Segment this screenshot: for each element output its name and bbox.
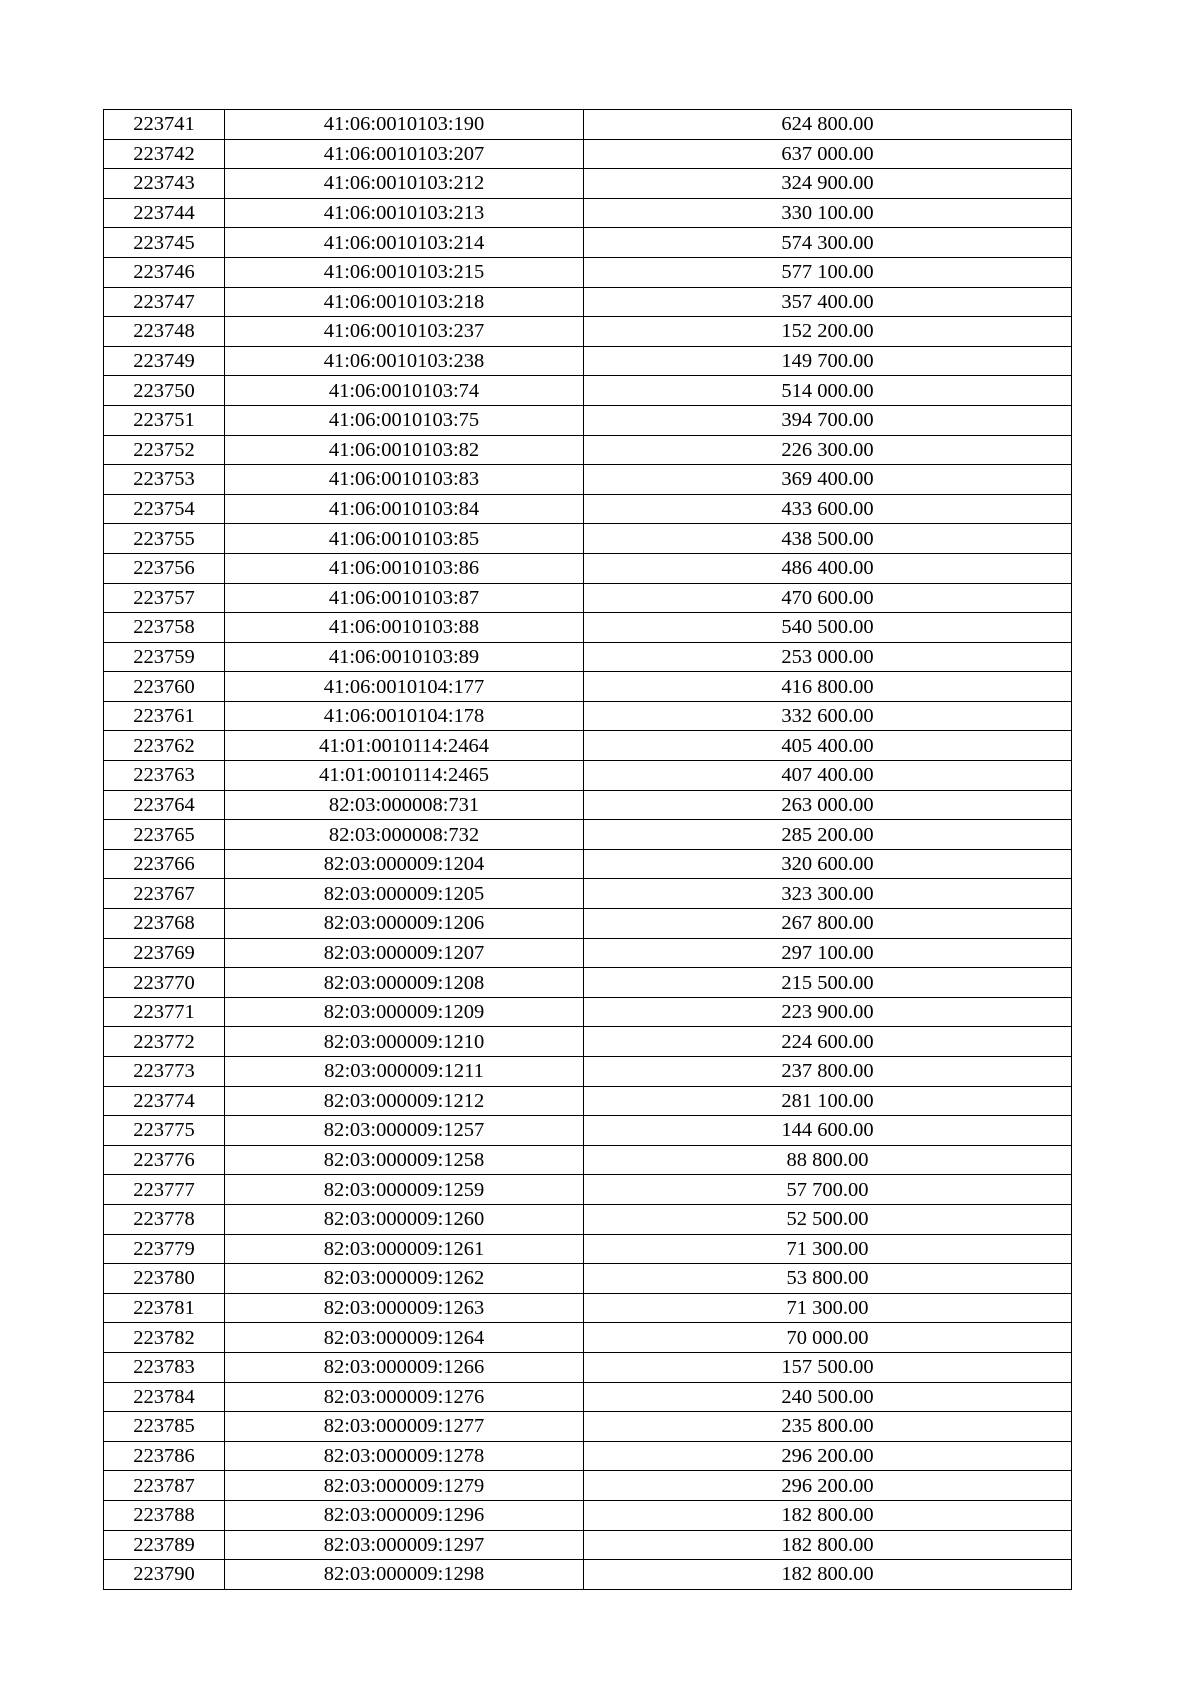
row-number-cell: 223768	[104, 909, 225, 939]
row-number-cell: 223750	[104, 376, 225, 406]
row-number-cell: 223779	[104, 1234, 225, 1264]
table-row	[104, 613, 1072, 643]
row-number-cell: 223754	[104, 494, 225, 524]
row-number-cell: 223762	[104, 731, 225, 761]
cadastral-number-cell: 41:06:0010103:85	[225, 524, 584, 554]
table-row	[104, 405, 1072, 435]
cadastral-number-cell: 41:06:0010103:212	[225, 169, 584, 199]
value-cell: 330 100.00	[584, 198, 1072, 228]
cadastral-number-cell: 41:06:0010103:237	[225, 317, 584, 347]
row-number-cell: 223780	[104, 1264, 225, 1294]
cadastral-number-cell: 41:06:0010103:213	[225, 198, 584, 228]
row-number-cell: 223744	[104, 198, 225, 228]
table-row	[104, 198, 1072, 228]
table-row	[104, 169, 1072, 199]
value-cell: 226 300.00	[584, 435, 1072, 465]
cadastral-number-cell: 41:06:0010103:82	[225, 435, 584, 465]
table-row	[104, 494, 1072, 524]
cadastral-number-cell: 41:06:0010103:238	[225, 346, 584, 376]
row-number-cell: 223771	[104, 997, 225, 1027]
table-row	[104, 1471, 1072, 1501]
value-cell: 574 300.00	[584, 228, 1072, 258]
row-number-cell: 223763	[104, 761, 225, 791]
value-cell: 332 600.00	[584, 701, 1072, 731]
table-row	[104, 968, 1072, 998]
cadastral-number-cell: 82:03:000009:1263	[225, 1293, 584, 1323]
row-number-cell: 223788	[104, 1500, 225, 1530]
table-row	[104, 1086, 1072, 1116]
value-cell: 224 600.00	[584, 1027, 1072, 1057]
value-cell: 267 800.00	[584, 909, 1072, 939]
value-cell: 152 200.00	[584, 317, 1072, 347]
value-cell: 71 300.00	[584, 1293, 1072, 1323]
cadastral-number-cell: 82:03:000009:1260	[225, 1204, 584, 1234]
cadastral-number-cell: 82:03:000009:1206	[225, 909, 584, 939]
table-row	[104, 553, 1072, 583]
table-row	[104, 1382, 1072, 1412]
cadastral-number-cell: 41:06:0010103:215	[225, 257, 584, 287]
table-row	[104, 820, 1072, 850]
cadastral-number-cell: 82:03:000009:1208	[225, 968, 584, 998]
value-cell: 182 800.00	[584, 1500, 1072, 1530]
row-number-cell: 223781	[104, 1293, 225, 1323]
value-cell: 240 500.00	[584, 1382, 1072, 1412]
value-cell: 486 400.00	[584, 553, 1072, 583]
value-cell: 369 400.00	[584, 465, 1072, 495]
table-row	[104, 938, 1072, 968]
row-number-cell: 223756	[104, 553, 225, 583]
table-row	[104, 701, 1072, 731]
value-cell: 223 900.00	[584, 997, 1072, 1027]
cadastral-number-cell: 41:06:0010103:84	[225, 494, 584, 524]
table-row	[104, 1264, 1072, 1294]
row-number-cell: 223785	[104, 1412, 225, 1442]
value-cell: 237 800.00	[584, 1057, 1072, 1087]
row-number-cell: 223767	[104, 879, 225, 909]
row-number-cell: 223789	[104, 1530, 225, 1560]
table-row	[104, 1057, 1072, 1087]
table-row	[104, 110, 1072, 140]
cadastral-number-cell: 82:03:000009:1257	[225, 1116, 584, 1146]
table-row	[104, 997, 1072, 1027]
cadastral-number-cell: 82:03:000009:1296	[225, 1500, 584, 1530]
value-cell: 514 000.00	[584, 376, 1072, 406]
table-row	[104, 1204, 1072, 1234]
value-cell: 52 500.00	[584, 1204, 1072, 1234]
table-row	[104, 1145, 1072, 1175]
cadastral-number-cell: 82:03:000009:1258	[225, 1145, 584, 1175]
row-number-cell: 223773	[104, 1057, 225, 1087]
row-number-cell: 223784	[104, 1382, 225, 1412]
row-number-cell: 223751	[104, 405, 225, 435]
value-cell: 215 500.00	[584, 968, 1072, 998]
value-cell: 405 400.00	[584, 731, 1072, 761]
cadastral-number-cell: 82:03:000009:1298	[225, 1560, 584, 1590]
cadastral-number-cell: 82:03:000008:731	[225, 790, 584, 820]
cadastral-number-cell: 41:06:0010103:86	[225, 553, 584, 583]
cadastral-number-cell: 82:03:000009:1261	[225, 1234, 584, 1264]
value-cell: 296 200.00	[584, 1441, 1072, 1471]
cadastral-number-cell: 41:06:0010104:177	[225, 672, 584, 702]
table-row	[104, 1352, 1072, 1382]
row-number-cell: 223772	[104, 1027, 225, 1057]
table-row	[104, 642, 1072, 672]
table-row	[104, 1500, 1072, 1530]
row-number-cell: 223782	[104, 1323, 225, 1353]
value-cell: 57 700.00	[584, 1175, 1072, 1205]
cadastral-value-table	[103, 109, 1072, 1590]
table-row	[104, 1530, 1072, 1560]
cadastral-number-cell: 82:03:000009:1259	[225, 1175, 584, 1205]
row-number-cell: 223742	[104, 139, 225, 169]
value-cell: 285 200.00	[584, 820, 1072, 850]
value-cell: 263 000.00	[584, 790, 1072, 820]
value-cell: 70 000.00	[584, 1323, 1072, 1353]
table-row	[104, 672, 1072, 702]
cadastral-number-cell: 82:03:000009:1279	[225, 1471, 584, 1501]
table-row	[104, 1293, 1072, 1323]
cadastral-number-cell: 41:06:0010103:218	[225, 287, 584, 317]
value-cell: 296 200.00	[584, 1471, 1072, 1501]
row-number-cell: 223752	[104, 435, 225, 465]
value-cell: 297 100.00	[584, 938, 1072, 968]
row-number-cell: 223745	[104, 228, 225, 258]
table-row	[104, 346, 1072, 376]
cadastral-number-cell: 82:03:000008:732	[225, 820, 584, 850]
cadastral-number-cell: 82:03:000009:1264	[225, 1323, 584, 1353]
cadastral-number-cell: 41:06:0010103:87	[225, 583, 584, 613]
row-number-cell: 223775	[104, 1116, 225, 1146]
cadastral-number-cell: 41:06:0010103:88	[225, 613, 584, 643]
cadastral-number-cell: 41:06:0010103:89	[225, 642, 584, 672]
value-cell: 324 900.00	[584, 169, 1072, 199]
value-cell: 149 700.00	[584, 346, 1072, 376]
table-row	[104, 287, 1072, 317]
row-number-cell: 223774	[104, 1086, 225, 1116]
table-row	[104, 583, 1072, 613]
cadastral-number-cell: 41:06:0010104:178	[225, 701, 584, 731]
cadastral-number-cell: 82:03:000009:1262	[225, 1264, 584, 1294]
table-body	[104, 110, 1072, 1590]
cadastral-number-cell: 82:03:000009:1212	[225, 1086, 584, 1116]
value-cell: 157 500.00	[584, 1352, 1072, 1382]
row-number-cell: 223757	[104, 583, 225, 613]
row-number-cell: 223746	[104, 257, 225, 287]
table-row	[104, 1175, 1072, 1205]
cadastral-number-cell: 41:06:0010103:75	[225, 405, 584, 435]
table-row	[104, 790, 1072, 820]
table-row	[104, 139, 1072, 169]
row-number-cell: 223765	[104, 820, 225, 850]
row-number-cell: 223787	[104, 1471, 225, 1501]
value-cell: 253 000.00	[584, 642, 1072, 672]
cadastral-number-cell: 82:03:000009:1276	[225, 1382, 584, 1412]
value-cell: 182 800.00	[584, 1530, 1072, 1560]
cadastral-number-cell: 41:06:0010103:83	[225, 465, 584, 495]
row-number-cell: 223783	[104, 1352, 225, 1382]
table-row	[104, 376, 1072, 406]
cadastral-number-cell: 82:03:000009:1205	[225, 879, 584, 909]
row-number-cell: 223766	[104, 849, 225, 879]
value-cell: 540 500.00	[584, 613, 1072, 643]
table-row	[104, 257, 1072, 287]
table-row	[104, 1027, 1072, 1057]
row-number-cell: 223770	[104, 968, 225, 998]
value-cell: 637 000.00	[584, 139, 1072, 169]
row-number-cell: 223755	[104, 524, 225, 554]
value-cell: 281 100.00	[584, 1086, 1072, 1116]
table-row	[104, 1560, 1072, 1590]
table-row	[104, 909, 1072, 939]
value-cell: 71 300.00	[584, 1234, 1072, 1264]
table-row	[104, 317, 1072, 347]
table-row	[104, 1234, 1072, 1264]
table-row	[104, 1412, 1072, 1442]
table-row	[104, 1116, 1072, 1146]
value-cell: 624 800.00	[584, 110, 1072, 140]
value-cell: 144 600.00	[584, 1116, 1072, 1146]
cadastral-number-cell: 41:06:0010103:190	[225, 110, 584, 140]
value-cell: 577 100.00	[584, 257, 1072, 287]
value-cell: 438 500.00	[584, 524, 1072, 554]
row-number-cell: 223758	[104, 613, 225, 643]
table-row	[104, 879, 1072, 909]
value-cell: 470 600.00	[584, 583, 1072, 613]
cadastral-number-cell: 82:03:000009:1297	[225, 1530, 584, 1560]
table-row	[104, 849, 1072, 879]
row-number-cell: 223743	[104, 169, 225, 199]
cadastral-number-cell: 82:03:000009:1211	[225, 1057, 584, 1087]
cadastral-number-cell: 82:03:000009:1266	[225, 1352, 584, 1382]
value-cell: 323 300.00	[584, 879, 1072, 909]
table-row	[104, 435, 1072, 465]
cadastral-number-cell: 41:06:0010103:74	[225, 376, 584, 406]
row-number-cell: 223749	[104, 346, 225, 376]
value-cell: 320 600.00	[584, 849, 1072, 879]
value-cell: 394 700.00	[584, 405, 1072, 435]
row-number-cell: 223769	[104, 938, 225, 968]
table-row	[104, 731, 1072, 761]
cadastral-number-cell: 82:03:000009:1204	[225, 849, 584, 879]
cadastral-number-cell: 41:01:0010114:2465	[225, 761, 584, 791]
row-number-cell: 223748	[104, 317, 225, 347]
table-row	[104, 228, 1072, 258]
table-row	[104, 1323, 1072, 1353]
cadastral-number-cell: 82:03:000009:1210	[225, 1027, 584, 1057]
row-number-cell: 223747	[104, 287, 225, 317]
cadastral-number-cell: 41:06:0010103:207	[225, 139, 584, 169]
table-row	[104, 1441, 1072, 1471]
table-row	[104, 524, 1072, 554]
value-cell: 416 800.00	[584, 672, 1072, 702]
row-number-cell: 223761	[104, 701, 225, 731]
row-number-cell: 223778	[104, 1204, 225, 1234]
cadastral-number-cell: 41:06:0010103:214	[225, 228, 584, 258]
value-cell: 433 600.00	[584, 494, 1072, 524]
value-cell: 88 800.00	[584, 1145, 1072, 1175]
table-row	[104, 761, 1072, 791]
value-cell: 357 400.00	[584, 287, 1072, 317]
row-number-cell: 223764	[104, 790, 225, 820]
row-number-cell: 223753	[104, 465, 225, 495]
row-number-cell: 223776	[104, 1145, 225, 1175]
value-cell: 235 800.00	[584, 1412, 1072, 1442]
cadastral-number-cell: 82:03:000009:1209	[225, 997, 584, 1027]
cadastral-number-cell: 41:01:0010114:2464	[225, 731, 584, 761]
row-number-cell: 223786	[104, 1441, 225, 1471]
row-number-cell: 223777	[104, 1175, 225, 1205]
row-number-cell: 223790	[104, 1560, 225, 1590]
row-number-cell: 223741	[104, 110, 225, 140]
row-number-cell: 223760	[104, 672, 225, 702]
value-cell: 53 800.00	[584, 1264, 1072, 1294]
table-row	[104, 465, 1072, 495]
cadastral-number-cell: 82:03:000009:1277	[225, 1412, 584, 1442]
value-cell: 407 400.00	[584, 761, 1072, 791]
row-number-cell: 223759	[104, 642, 225, 672]
cadastral-number-cell: 82:03:000009:1207	[225, 938, 584, 968]
cadastral-number-cell: 82:03:000009:1278	[225, 1441, 584, 1471]
value-cell: 182 800.00	[584, 1560, 1072, 1590]
